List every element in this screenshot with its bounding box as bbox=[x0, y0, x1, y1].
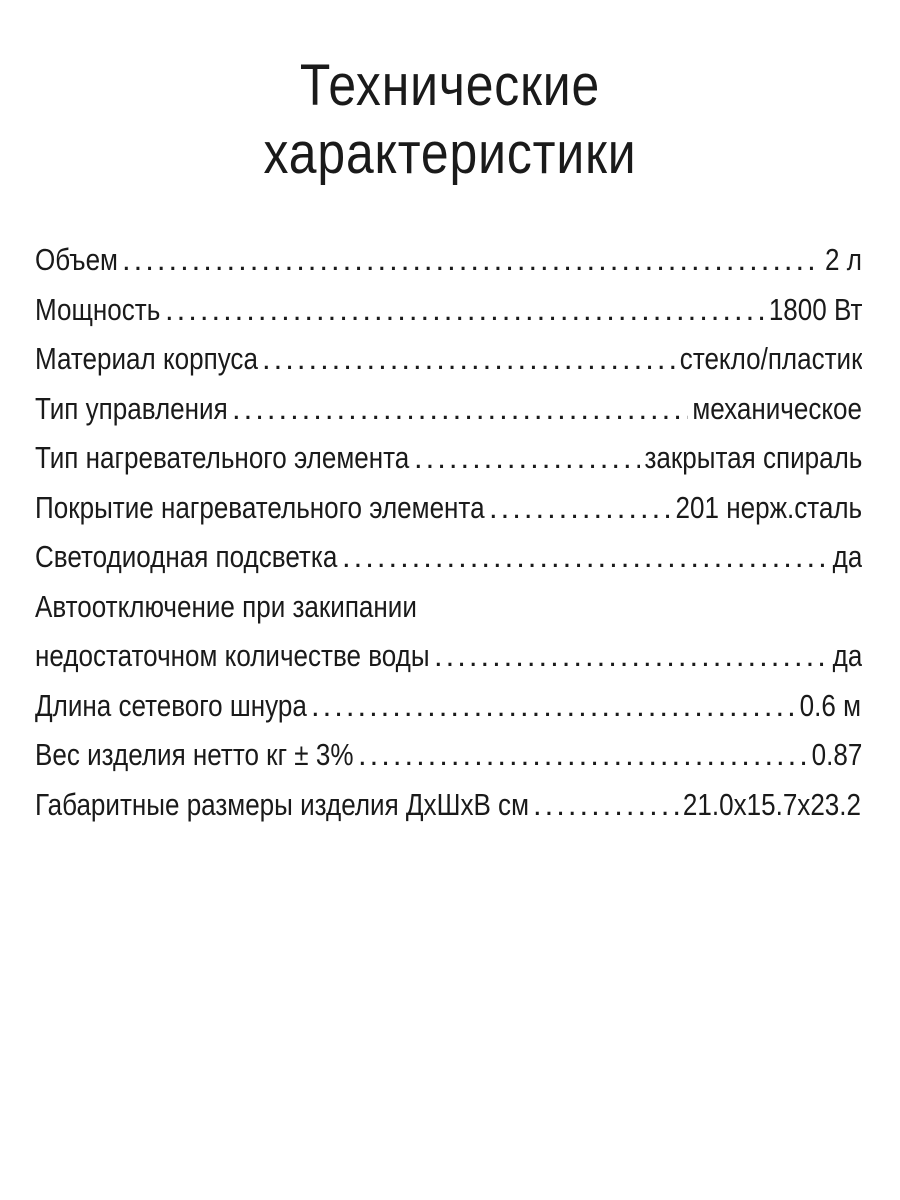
spec-value: да bbox=[832, 638, 862, 673]
spec-row-heating-element-coating bbox=[35, 488, 862, 538]
spec-value: стекло/пластик bbox=[679, 341, 862, 376]
spec-label: Тип управления bbox=[35, 390, 228, 426]
spec-row-heating-element-type bbox=[35, 438, 862, 488]
dot-leader bbox=[262, 339, 675, 379]
spec-label: Автоотключение при закипании bbox=[35, 588, 417, 624]
dot-leader bbox=[358, 735, 807, 775]
spec-value: закрытая спираль bbox=[644, 440, 862, 475]
spec-row-control-type bbox=[35, 389, 862, 439]
dot-leader bbox=[342, 537, 828, 577]
dot-leader bbox=[434, 636, 828, 676]
spec-row-led-backlight bbox=[35, 537, 862, 587]
spec-label: Длина сетевого шнура bbox=[35, 687, 307, 723]
spec-row-net-weight bbox=[35, 735, 862, 785]
page-title bbox=[63, 52, 837, 188]
spec-row-dimensions bbox=[35, 785, 862, 835]
spec-value: 21.0x15.7x23.2 bbox=[683, 786, 862, 822]
spec-label: Материал корпуса bbox=[35, 341, 258, 376]
dot-leader bbox=[165, 290, 764, 330]
spec-label: недостаточном количестве воды bbox=[35, 638, 430, 673]
spec-row-body-material bbox=[35, 339, 862, 389]
spec-value: 201 нерж.сталь bbox=[675, 489, 862, 525]
spec-value: 2 л bbox=[824, 242, 862, 277]
spec-list bbox=[35, 240, 862, 834]
spec-value: 0.6 м bbox=[800, 687, 862, 723]
dot-leader bbox=[489, 488, 671, 528]
spec-label: Объем bbox=[35, 242, 118, 277]
spec-value: 0.87 bbox=[811, 737, 862, 772]
spec-label: Светодиодная подсветка bbox=[35, 539, 338, 574]
spec-label: Габаритные размеры изделия ДхШхВ см bbox=[35, 786, 529, 822]
spec-label: Покрытие нагревательного элемента bbox=[35, 489, 485, 525]
spec-row-auto-off-line-2 bbox=[35, 636, 862, 686]
dot-leader bbox=[311, 686, 796, 726]
spec-label: Вес изделия нетто кг ± 3% bbox=[35, 737, 354, 772]
spec-row-auto-off-line-1 bbox=[35, 587, 862, 637]
page-title-line-1: Технические bbox=[299, 53, 601, 118]
dot-leader bbox=[122, 240, 821, 280]
dot-leader bbox=[232, 389, 688, 429]
dot-leader bbox=[414, 438, 640, 478]
spec-row-power bbox=[35, 290, 862, 340]
spec-value: 1800 Вт bbox=[768, 291, 862, 327]
spec-label: Мощность bbox=[35, 291, 161, 327]
spec-value: механическое bbox=[691, 390, 862, 426]
spec-value: да bbox=[832, 539, 862, 574]
spec-row-volume bbox=[35, 240, 862, 290]
spec-row-cord-length bbox=[35, 686, 862, 736]
page-title-line-2: характеристики bbox=[263, 121, 637, 186]
dot-leader bbox=[533, 785, 679, 825]
spec-label: Тип нагревательного элемента bbox=[35, 440, 410, 475]
